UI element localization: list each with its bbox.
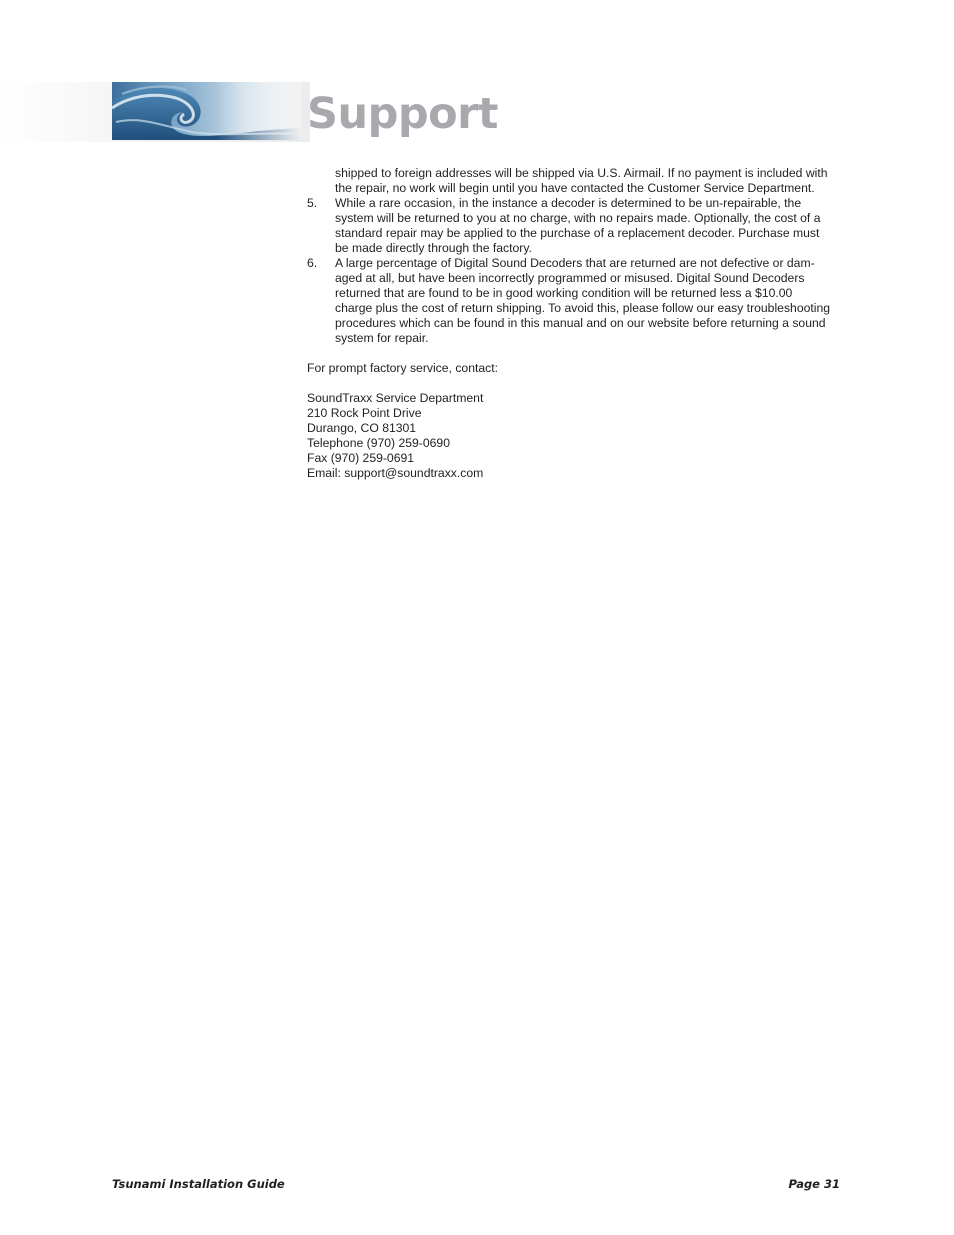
paragraph-spacer [307,346,852,361]
address-email: Email: support@soundtraxx.com [307,466,484,480]
list-item-text [335,196,852,256]
list-item [307,196,852,256]
text-line: the repair, no work will begin until you have contacted the Customer Service Department. [335,181,815,195]
text-line: aged at all, but have been incorrectly programmed or misused. Digital Sound Decoders [335,271,805,285]
contact-intro: For prompt factory service, contact: [307,361,499,375]
wave-image [112,82,302,140]
list-item [307,256,852,346]
list-item-number: 5. [307,196,318,210]
text-line: standard repair may be applied to the purchase of a replacement decoder. Purchase must [335,226,820,240]
text-line: system will be returned to you at no charge, with no repairs made. Optionally, the cost of a [335,211,821,225]
text-line: A large percentage of Digital Sound Decoders that are returned are not defective or dam- [335,256,815,270]
wave-illustration [112,82,302,140]
list-item-text [335,256,852,346]
address-telephone: Telephone (970) 259-0690 [307,436,450,450]
contact-address [307,391,852,481]
text-line: system for repair. [335,331,429,345]
text-line: shipped to foreign addresses will be shipped via U.S. Airmail. If no payment is included with [335,166,828,180]
continuation-paragraph [307,166,852,196]
text-line: While a rare occasion, in the instance a decoder is determined to be un-repairable, the [335,196,802,210]
text-line: charge plus the cost of return shipping. To avoid this, please follow our easy troubleshooting [335,301,831,315]
address-name: SoundTraxx Service Department [307,391,484,405]
footer-document-title: Tsunami Installation Guide [112,1177,285,1191]
address-fax: Fax (970) 259-0691 [307,451,415,465]
paragraph-spacer [307,376,852,391]
text-line: be made directly through the factory. [335,241,532,255]
list-item-number: 6. [307,256,318,270]
footer-page-number: Page 31 [788,1177,840,1191]
text-line: returned that are found to be in good working condition will be returned less a $10.00 [335,286,793,300]
address-street: 210 Rock Point Drive [307,406,422,420]
text-line: procedures which can be found in this manual and on our website before returning a sound [335,316,826,330]
address-city: Durango, CO 81301 [307,421,417,435]
page-body [307,166,852,481]
page-title: Support [307,89,498,139]
